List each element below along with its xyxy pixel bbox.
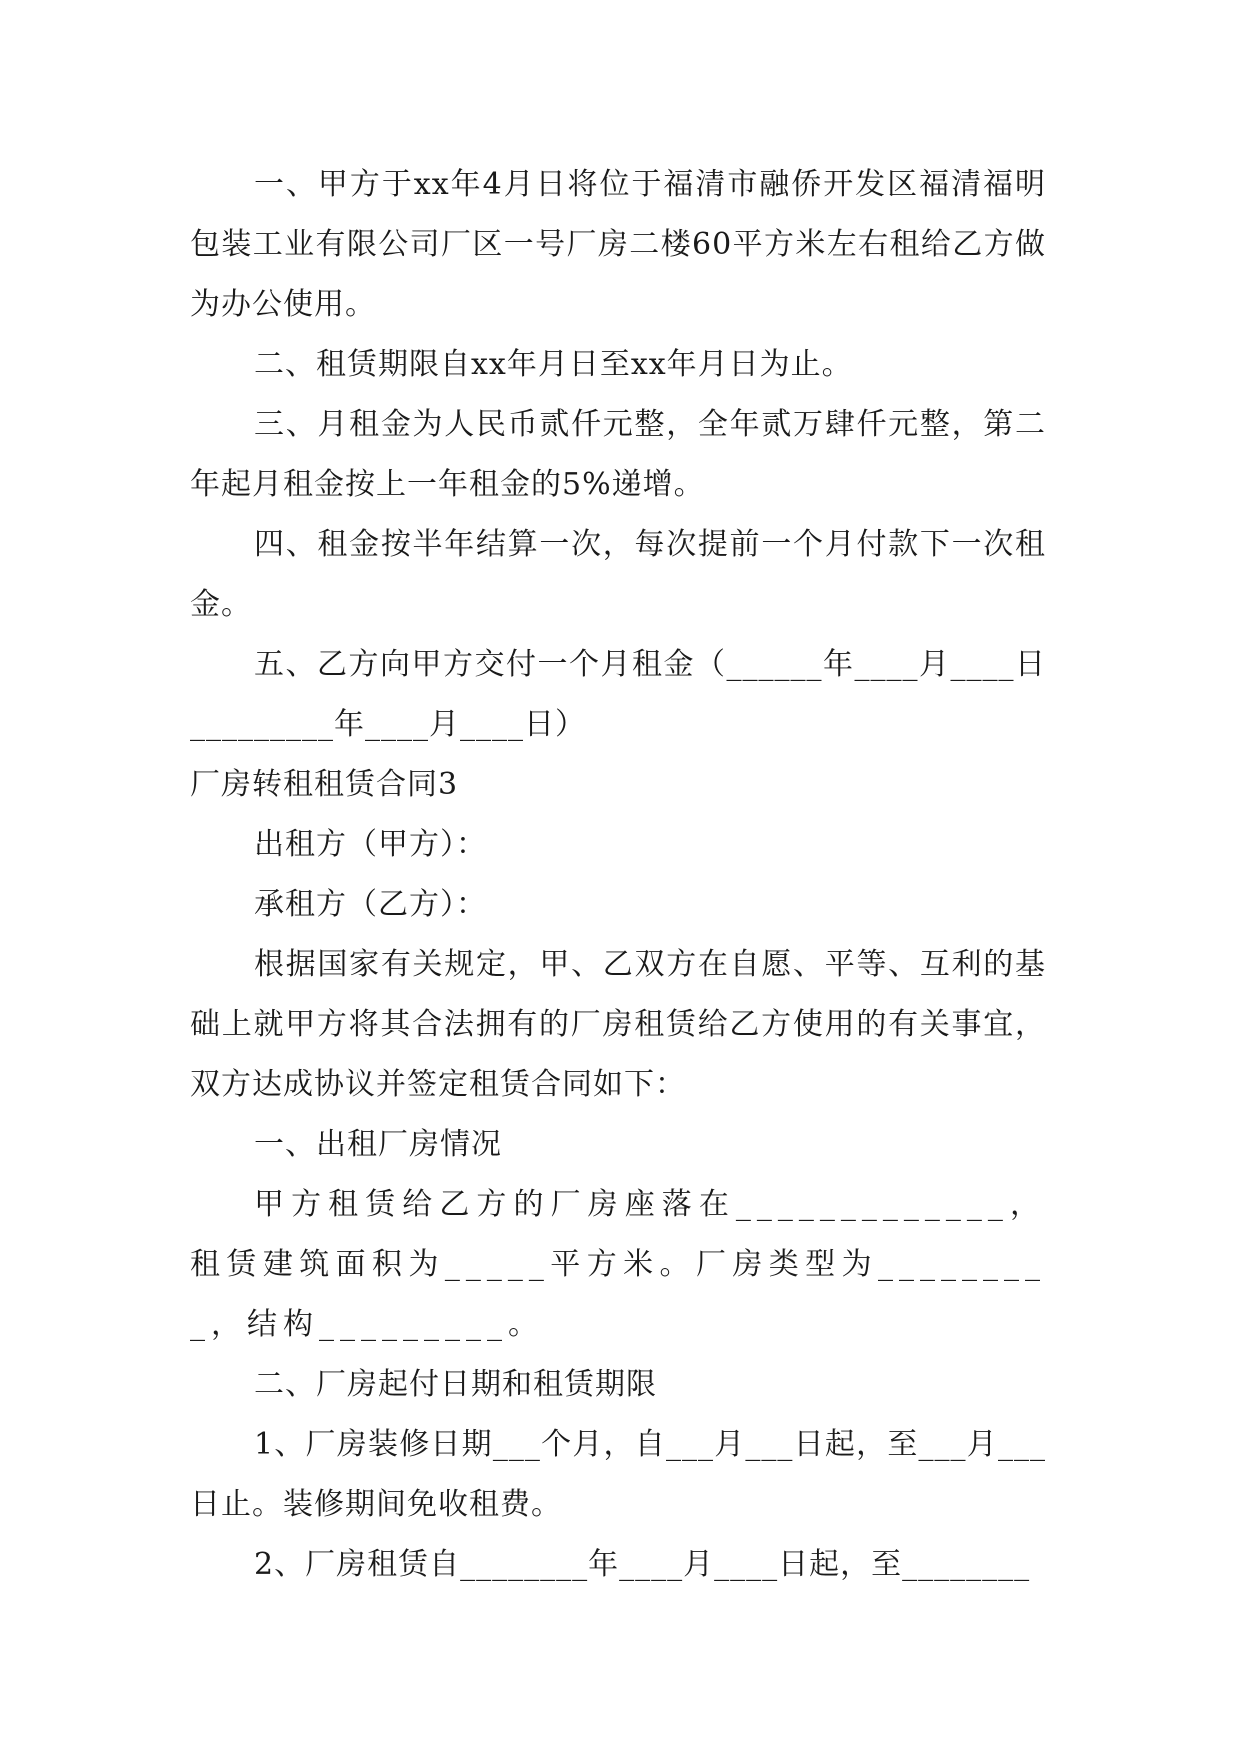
clause-4: 四、租金按半年结算一次，每次提前一个月付款下一次租金。 xyxy=(190,527,1046,622)
term-item-2: 2、厂房租赁自________年____月____日起，至________ xyxy=(254,1547,1031,1582)
preamble: 根据国家有关规定，甲、乙双方在自愿、平等、互利的基础上就甲方将其合法拥有的厂房租赁给乙方使用的有关事宜，双方达成协议并签定租赁合同如下： xyxy=(190,947,1046,1102)
lessee-line: 承租方（乙方）： xyxy=(254,887,487,922)
clause-5: 五、乙方向甲方交付一个月租金（______年____月____日_________年____月____日） xyxy=(190,647,1046,742)
term-item-1: 1、厂房装修日期___个月，自___月___日起，至___月___日止。装修期间免收租费。 xyxy=(190,1427,1046,1522)
clause-1: 一、甲方于xx年4月日将位于福清市融侨开发区福清福明包装工业有限公司厂区一号厂房二楼60平方米左右租给乙方做为办公使用。 xyxy=(190,167,1046,322)
section-heading-2: 二、厂房起付日期和租赁期限 xyxy=(254,1367,657,1402)
clause-2: 二、租赁期限自xx年月日至xx年月日为止。 xyxy=(254,347,853,382)
section-heading-1: 一、出租厂房情况 xyxy=(254,1127,502,1162)
premises-description: 甲方租赁给乙方的厂房座落在_____________，租赁建筑面积为_____平方米。厂房类型为_________，结构_________。 xyxy=(190,1187,1046,1342)
clause-3: 三、月租金为人民币贰仟元整，全年贰万肆仟元整，第二年起月租金按上一年租金的5%递增。 xyxy=(190,407,1046,502)
lessor-line: 出租方（甲方）： xyxy=(254,827,487,862)
contract-title: 厂房转租租赁合同3 xyxy=(190,767,459,802)
document-body xyxy=(190,155,1046,1595)
